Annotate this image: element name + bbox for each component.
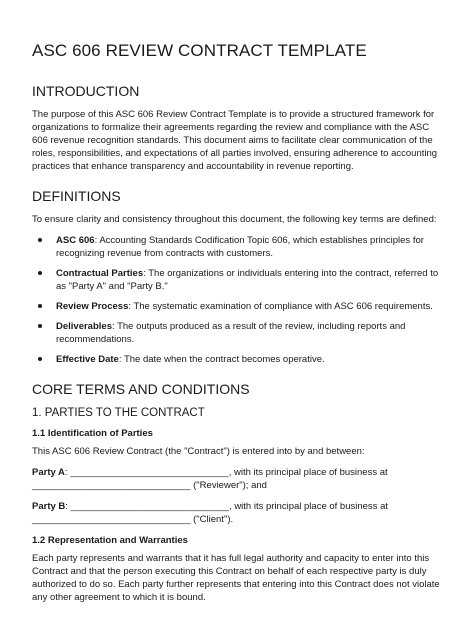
party-a-label: Party A: [32, 467, 65, 478]
bullet-icon: [38, 324, 42, 328]
party-b-text: : ______________________________, with its principal place of business at ______________________________ ("Client").: [32, 501, 388, 525]
introduction-section: [32, 82, 442, 173]
introduction-body: The purpose of this ASC 606 Review Contract Template is to provide a structured framework for organizations to formalize their agreements regarding the review and compliance with the ASC 606 revenue recognition standards. This document aims to facilitate clear communication of the roles, responsibilities, and expectations of all parties involved, ensuring adherence to accounting practices that enhance transparency and accountability in revenue reporting.: [32, 109, 438, 172]
party-b-label: Party B: [32, 501, 66, 512]
definition-text: : The systematic examination of compliance with ASC 606 requirements.: [128, 301, 433, 312]
party-a-line: [32, 466, 442, 492]
representation-body: Each party represents and warrants that it has full legal authority and capacity to enter into this Contract and that the person executing this Contract on behalf of each respective party is duly authorized to do so. Each party further represents that entering into this Contract does not violate any other agreement to which it is bound.: [32, 553, 440, 603]
definitions-heading: DEFINITIONS: [32, 188, 121, 204]
core-terms-section: [32, 380, 442, 604]
bullet-icon: [38, 357, 42, 361]
representation-heading: 1.2 Representation and Warranties: [32, 535, 188, 546]
definitions-section: [32, 187, 442, 366]
list-item: [32, 300, 442, 313]
definition-term: Review Process: [56, 301, 129, 312]
definition-text: : Accounting Standards Codification Topic 606, which establishes principles for recognizing revenue from contracts with customers.: [56, 235, 424, 259]
bullet-icon: [38, 304, 42, 308]
introduction-heading: INTRODUCTION: [32, 83, 140, 99]
definition-text: : The outputs produced as a result of the review, including reports and recommendations.: [56, 321, 406, 345]
definition-text: : The date when the contract becomes operative.: [118, 354, 325, 365]
definition-term: Effective Date: [56, 354, 119, 365]
definitions-list: [32, 234, 442, 366]
list-item: [32, 353, 442, 366]
definition-term: Contractual Parties: [56, 268, 144, 279]
bullet-icon: [38, 238, 42, 242]
list-item: [32, 267, 442, 293]
core-terms-heading: CORE TERMS AND CONDITIONS: [32, 381, 250, 397]
parties-heading: 1. PARTIES TO THE CONTRACT: [32, 407, 205, 419]
definition-term: Deliverables: [56, 321, 112, 332]
party-a-text: : ______________________________, with its principal place of business at ______________________________ ("Reviewer"); and: [32, 467, 388, 491]
identification-heading: 1.1 Identification of Parties: [32, 428, 153, 439]
party-b-line: [32, 500, 442, 526]
definitions-intro: To ensure clarity and consistency throughout this document, the following key terms are defined:: [32, 214, 437, 225]
definition-text: : The organizations or individuals entering into the contract, referred to as "Party A" and "Party B.": [56, 268, 439, 292]
definition-term: ASC 606: [56, 235, 95, 246]
list-item: [32, 234, 442, 260]
identification-intro: This ASC 606 Review Contract (the "Contract") is entered into by and between:: [32, 446, 365, 457]
document-title: ASC 606 REVIEW CONTRACT TEMPLATE: [32, 41, 367, 60]
bullet-icon: [38, 271, 42, 275]
list-item: [32, 320, 442, 346]
